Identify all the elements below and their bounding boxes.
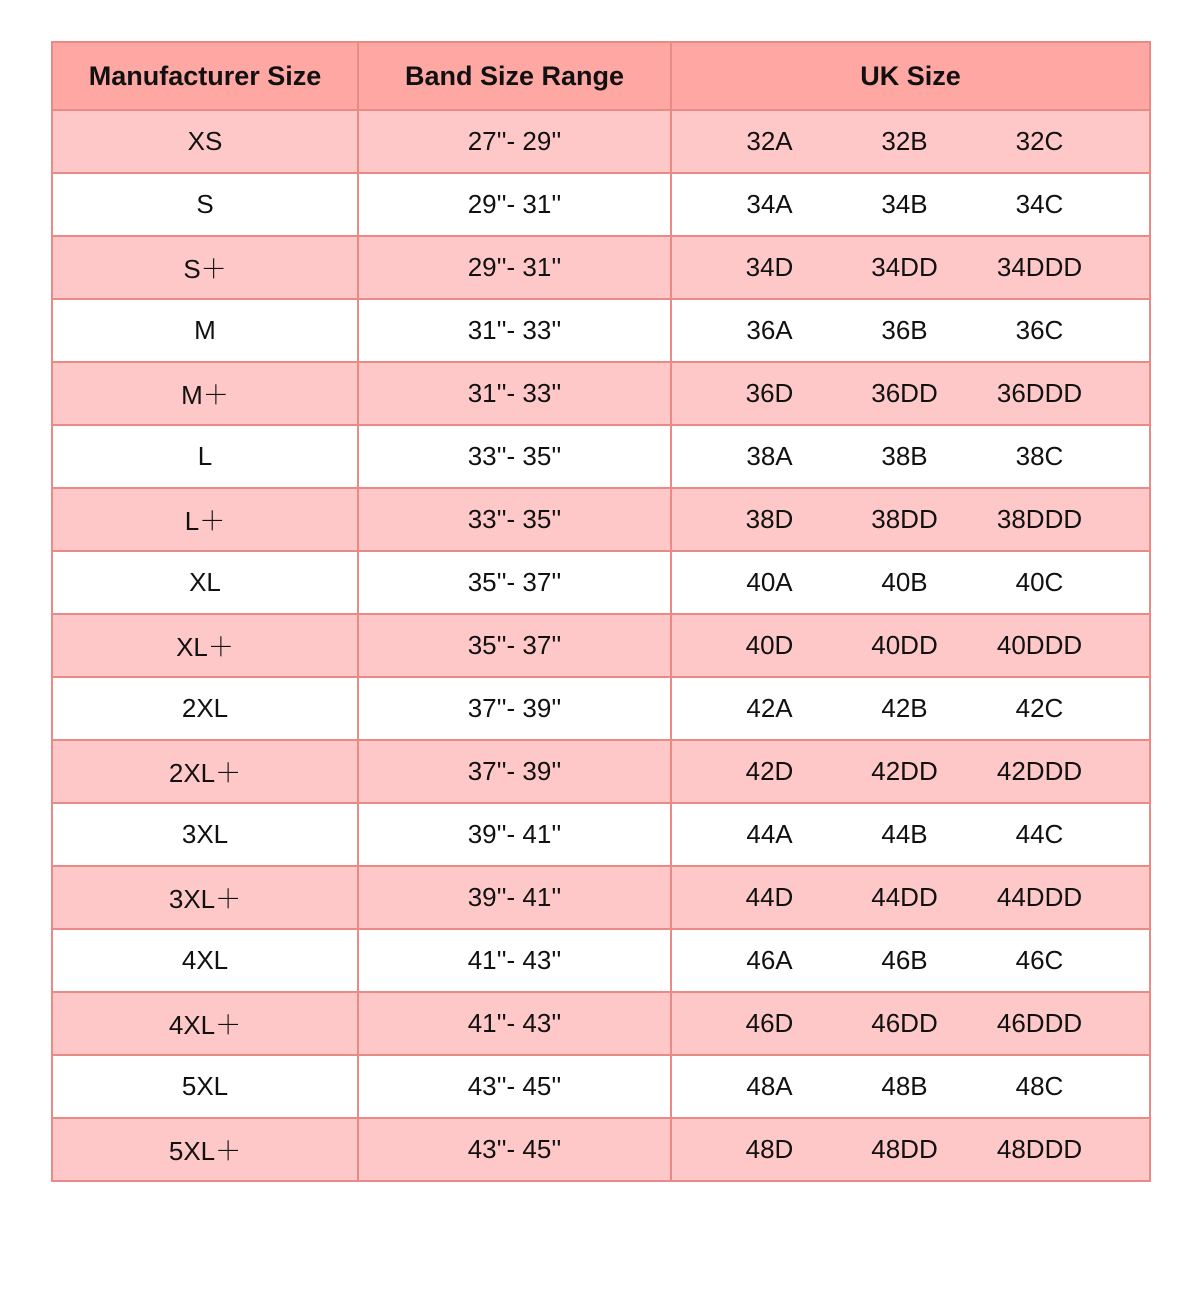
band-size-range-cell: 33''- 35'': [358, 488, 671, 551]
table-row: [52, 866, 1150, 929]
uk-size-value: 34C: [1015, 189, 1064, 219]
manufacturer-size-cell: M: [52, 299, 358, 362]
uk-size-group: [672, 489, 1149, 550]
manufacturer-size-cell: M＋: [52, 362, 358, 425]
uk-size-value: 48A: [746, 1071, 793, 1101]
uk-size-value: 40B: [881, 567, 928, 597]
band-size-range-cell: 41''- 43'': [358, 929, 671, 992]
uk-size-cell: [671, 551, 1150, 614]
uk-size-value: 42D: [745, 756, 794, 786]
uk-size-value: 36A: [746, 315, 793, 345]
table-row: [52, 614, 1150, 677]
uk-size-cell: [671, 929, 1150, 992]
table-row: [52, 488, 1150, 551]
uk-size-value: 48D: [745, 1134, 794, 1164]
uk-size-value: 44DD: [871, 882, 938, 912]
table-row: [52, 929, 1150, 992]
uk-size-value: 42C: [1015, 693, 1064, 723]
uk-size-group: [672, 1056, 1149, 1117]
uk-size-group: [672, 741, 1149, 802]
uk-size-value: 40DD: [871, 630, 938, 660]
uk-size-value: 36D: [745, 378, 794, 408]
uk-size-cell: [671, 1118, 1150, 1181]
uk-size-group: [672, 615, 1149, 676]
table-row: [52, 803, 1150, 866]
table-row: [52, 1118, 1150, 1181]
table-row: [52, 1055, 1150, 1118]
uk-size-value: 42DD: [871, 756, 938, 786]
band-size-range-cell: 43''- 45'': [358, 1055, 671, 1118]
uk-size-group: [672, 930, 1149, 991]
manufacturer-size-cell: 2XL＋: [52, 740, 358, 803]
uk-size-group: [672, 174, 1149, 235]
uk-size-value: 46C: [1015, 945, 1064, 975]
manufacturer-size-cell: 3XL＋: [52, 866, 358, 929]
uk-size-value: 40D: [745, 630, 794, 660]
uk-size-value: 34DDD: [996, 252, 1083, 282]
band-size-range-cell: 29''- 31'': [358, 173, 671, 236]
uk-size-group: [672, 426, 1149, 487]
header-uk-size: [671, 42, 1150, 110]
uk-size-value: 34B: [881, 189, 928, 219]
uk-size-group: [672, 363, 1149, 424]
uk-size-group: [672, 867, 1149, 928]
uk-size-group: [672, 804, 1149, 865]
manufacturer-size-cell: S＋: [52, 236, 358, 299]
band-size-range-cell: 27''- 29'': [358, 110, 671, 173]
manufacturer-size-cell: 3XL: [52, 803, 358, 866]
band-size-range-cell: 35''- 37'': [358, 551, 671, 614]
uk-size-value: 46DDD: [996, 1008, 1083, 1038]
uk-size-value: 48DDD: [996, 1134, 1083, 1164]
band-size-range-cell: 37''- 39'': [358, 740, 671, 803]
uk-size-cell: [671, 299, 1150, 362]
manufacturer-size-cell: L: [52, 425, 358, 488]
header-manufacturer-size: Manufacturer Size: [52, 42, 358, 110]
uk-size-value: 44A: [746, 819, 793, 849]
uk-size-value: 32C: [1015, 126, 1064, 156]
band-size-range-cell: 43''- 45'': [358, 1118, 671, 1181]
table-row: [52, 173, 1150, 236]
uk-size-value: 38A: [746, 441, 793, 471]
uk-size-value: 38B: [881, 441, 928, 471]
uk-size-value: 38DD: [871, 504, 938, 534]
uk-size-value: 44DDD: [996, 882, 1083, 912]
header-band-size-range: Band Size Range: [358, 42, 671, 110]
uk-size-value: 40C: [1015, 567, 1064, 597]
uk-size-cell: [671, 866, 1150, 929]
uk-size-value: 40DDD: [996, 630, 1083, 660]
uk-size-value: 42B: [881, 693, 928, 723]
table-row: [52, 992, 1150, 1055]
manufacturer-size-cell: XL＋: [52, 614, 358, 677]
uk-size-group: [672, 237, 1149, 298]
uk-size-value: 32A: [746, 126, 793, 156]
uk-size-value: 44B: [881, 819, 928, 849]
band-size-range-cell: 39''- 41'': [358, 866, 671, 929]
uk-size-group: [672, 111, 1149, 172]
table-row: [52, 362, 1150, 425]
manufacturer-size-cell: 4XL＋: [52, 992, 358, 1055]
size-chart-table: [51, 41, 1151, 1182]
manufacturer-size-cell: XL: [52, 551, 358, 614]
uk-size-cell: [671, 740, 1150, 803]
table-row: [52, 551, 1150, 614]
header-row: [52, 42, 1150, 110]
band-size-range-cell: 31''- 33'': [358, 362, 671, 425]
table-row: [52, 110, 1150, 173]
uk-size-value: 46B: [881, 945, 928, 975]
manufacturer-size-cell: XS: [52, 110, 358, 173]
uk-size-value: 36DD: [871, 378, 938, 408]
uk-size-group: [672, 993, 1149, 1054]
table-body: [52, 110, 1150, 1181]
uk-size-cell: [671, 992, 1150, 1055]
table-row: [52, 677, 1150, 740]
table-row: [52, 425, 1150, 488]
uk-size-value: 34A: [746, 189, 793, 219]
uk-size-cell: [671, 614, 1150, 677]
uk-size-value: 46D: [745, 1008, 794, 1038]
uk-size-cell: [671, 803, 1150, 866]
manufacturer-size-cell: S: [52, 173, 358, 236]
manufacturer-size-cell: L＋: [52, 488, 358, 551]
uk-size-cell: [671, 488, 1150, 551]
uk-size-cell: [671, 1055, 1150, 1118]
header-uk-size-label: UK Size: [860, 60, 961, 91]
uk-size-value: 46DD: [871, 1008, 938, 1038]
uk-size-group: [672, 678, 1149, 739]
uk-size-value: 42A: [746, 693, 793, 723]
uk-size-value: 48DD: [871, 1134, 938, 1164]
uk-size-value: 46A: [746, 945, 793, 975]
uk-size-value: 36C: [1015, 315, 1064, 345]
uk-size-value: 36B: [881, 315, 928, 345]
uk-size-value: 48B: [881, 1071, 928, 1101]
band-size-range-cell: 35''- 37'': [358, 614, 671, 677]
uk-size-group: [672, 1119, 1149, 1180]
manufacturer-size-cell: 5XL: [52, 1055, 358, 1118]
uk-size-value: 44C: [1015, 819, 1064, 849]
manufacturer-size-cell: 4XL: [52, 929, 358, 992]
band-size-range-cell: 33''- 35'': [358, 425, 671, 488]
table-row: [52, 740, 1150, 803]
uk-size-group: [672, 552, 1149, 613]
uk-size-value: 38D: [745, 504, 794, 534]
uk-size-value: 32B: [881, 126, 928, 156]
uk-size-value: 42DDD: [996, 756, 1083, 786]
uk-size-cell: [671, 677, 1150, 740]
uk-size-cell: [671, 236, 1150, 299]
band-size-range-cell: 41''- 43'': [358, 992, 671, 1055]
uk-size-value: 34D: [745, 252, 794, 282]
manufacturer-size-cell: 5XL＋: [52, 1118, 358, 1181]
band-size-range-cell: 29''- 31'': [358, 236, 671, 299]
uk-size-value: 34DD: [871, 252, 938, 282]
uk-size-cell: [671, 425, 1150, 488]
band-size-range-cell: 39''- 41'': [358, 803, 671, 866]
uk-size-value: 48C: [1015, 1071, 1064, 1101]
table-row: [52, 299, 1150, 362]
manufacturer-size-cell: 2XL: [52, 677, 358, 740]
table-header: [52, 42, 1150, 110]
uk-size-cell: [671, 110, 1150, 173]
uk-size-cell: [671, 173, 1150, 236]
band-size-range-cell: 31''- 33'': [358, 299, 671, 362]
uk-size-group: [672, 300, 1149, 361]
band-size-range-cell: 37''- 39'': [358, 677, 671, 740]
uk-size-value: 38C: [1015, 441, 1064, 471]
uk-size-value: 40A: [746, 567, 793, 597]
uk-size-value: 36DDD: [996, 378, 1083, 408]
uk-size-value: 38DDD: [996, 504, 1083, 534]
uk-size-value: 44D: [745, 882, 794, 912]
uk-size-cell: [671, 362, 1150, 425]
table-row: [52, 236, 1150, 299]
